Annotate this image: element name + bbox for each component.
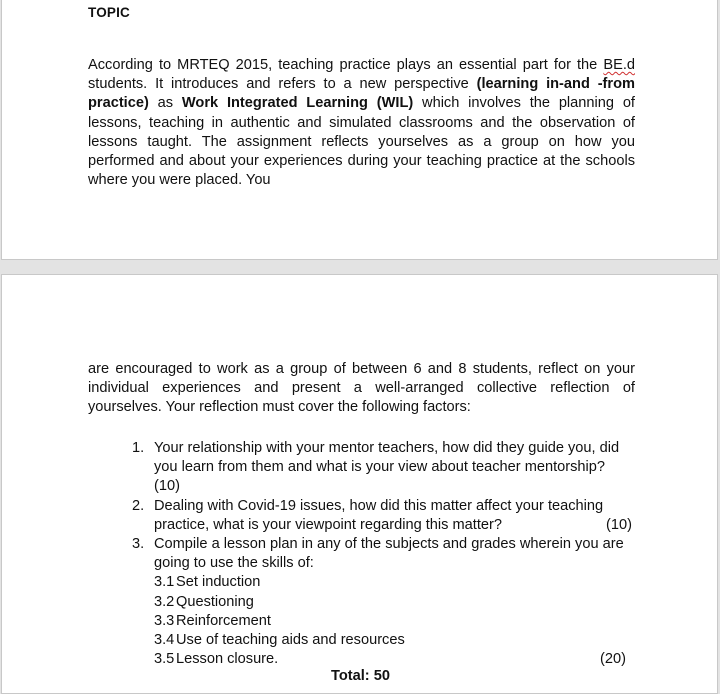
sublist-number: 3.1 <box>154 574 175 591</box>
document-page-1 <box>1 0 718 260</box>
marks-label: (20) <box>600 651 626 668</box>
intro-text-3: as <box>148 95 182 112</box>
sublist-item <box>132 650 632 669</box>
list-item <box>132 497 632 535</box>
sublist-item <box>132 612 632 631</box>
intro-text-wil: Work Integrated Learning (WIL) <box>181 95 414 112</box>
total-label: Total: 50 <box>331 668 390 684</box>
sublist-text: Lesson closure. <box>176 651 279 668</box>
intro-text-bed: BE.d <box>603 57 635 73</box>
list-item-number: 3. <box>132 536 145 553</box>
sublist-number: 3.5 <box>154 651 175 668</box>
marks-label: (10) <box>606 516 632 533</box>
sublist-item <box>132 593 632 612</box>
sublist-text: Reinforcement <box>176 612 271 629</box>
list-item-line-with-marks <box>154 516 632 535</box>
list-item <box>132 535 632 573</box>
sublist-number: 3.3 <box>154 612 175 629</box>
sublist-item <box>132 573 632 592</box>
intro-text-2: students. It introduces and refers to a new perspective <box>88 76 477 93</box>
list-item-number: 1. <box>132 440 145 456</box>
sublist-text: Use of teaching aids and resources <box>176 632 405 649</box>
sublist-text: Questioning <box>176 593 254 610</box>
continuation-paragraph: are encouraged to work as a group of between 6 and 8 students, reflect on your individual experiences and present a well-arranged collective reflection of yourselves. Your reflection must cover the following factors: <box>88 361 635 416</box>
sublist-number: 3.4 <box>154 632 175 649</box>
list-item-text: practice, what is your viewpoint regarding this matter? <box>154 516 502 533</box>
sublist-number: 3.2 <box>154 593 175 610</box>
list-item-number: 2. <box>132 497 145 514</box>
list-item <box>132 439 632 497</box>
intro-paragraph <box>88 56 635 190</box>
page-heading: TOPIC <box>88 5 131 20</box>
factors-list <box>132 439 632 669</box>
list-item-line: Your relationship with your mentor teachers, how did they guide you, did <box>154 440 620 456</box>
intro-text-learning: (learning in-and -from practice) <box>88 76 635 112</box>
document-page-2 <box>1 274 718 694</box>
list-item-line: going to use the skills of: <box>154 555 314 572</box>
intro-text-4: which involves the planning of lessons, teaching in authentic and simulated classrooms and the observation of lessons taught. The assignment reflects yourselves as a group on how you performed and about your experiences during your teaching practice at the schools where you were placed. You <box>88 95 635 189</box>
intro-text-1: According to MRTEQ 2015, teaching practice plays an essential part for the <box>88 57 604 73</box>
list-item-line: Dealing with Covid-19 issues, how did this matter affect your teaching <box>154 497 604 514</box>
list-item-line: Compile a lesson plan in any of the subjects and grades wherein you are <box>154 536 624 553</box>
list-item-line: you learn from them and what is your view about teacher mentorship? (10) <box>154 459 606 495</box>
sublist-item <box>132 631 632 650</box>
sublist-text: Set induction <box>176 574 261 591</box>
